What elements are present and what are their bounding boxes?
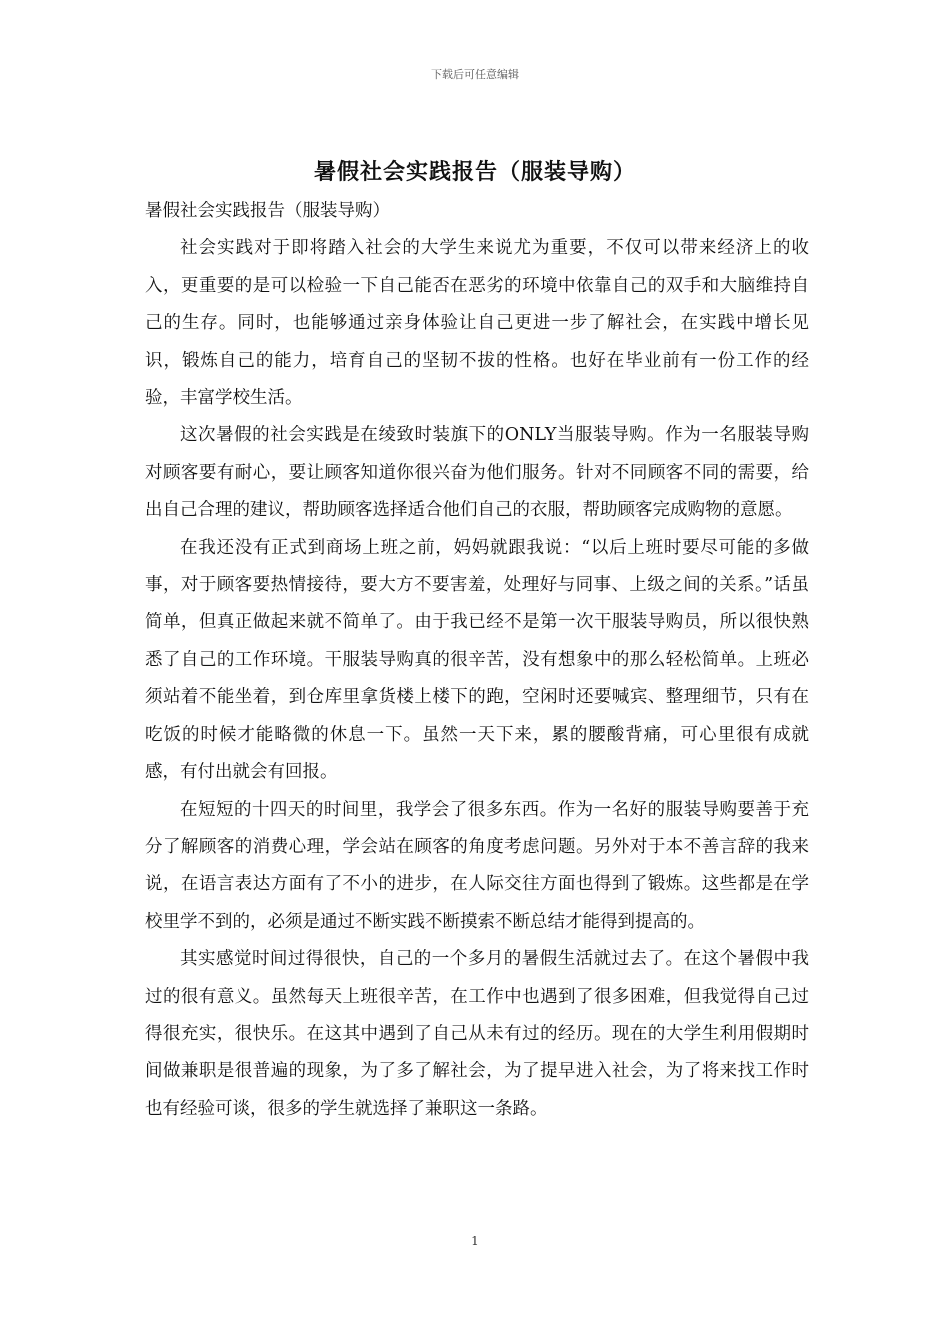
document-body [145, 193, 809, 1128]
paragraph-5: 其实感觉时间过得很快，自己的一个多月的暑假生活就过去了。在这个暑假中我过的很有意义。虽然每天上班很辛苦，在工作中也遇到了很多困难，但我觉得自己过得很充实，很快乐。在这其中遇到了自己从未有过的经历。现在的大学生利用假期时间做兼职是很普遍的现象，为了多了解社会，为了提早进入社会，为了将来找工作时也有经验可谈，很多的学生就选择了兼职这一条路。 [145, 949, 809, 1119]
document-subtitle: 暑假社会实践报告（服装导购） [145, 201, 390, 221]
paragraph-4: 在短短的十四天的时间里，我学会了很多东西。作为一名好的服装导购要善于充分了解顾客的消费心理，学会站在顾客的角度考虑问题。另外对于本不善言辞的我来说，在语言表达方面有了不小的进步，在人际交往方面也得到了锻炼。这些都是在学校里学不到的，必须是通过不断实践不断摸索不断总结才能得到提高的。 [145, 799, 809, 932]
paragraph-3: 在我还没有正式到商场上班之前，妈妈就跟我说：“以后上班时要尽可能的多做事，对于顾客要热情接待，要大方不要害羞，处理好与同事、上级之间的关系。”话虽简单，但真正做起来就不简单了。由于我已经不是第一次干服装导购员，所以很快熟悉了自己的工作环境。干服装导购真的很辛苦，没有想象中的那么轻松简单。上班必须站着不能坐着，到仓库里拿货楼上楼下的跑，空闲时还要喊宾、整理细节，只有在吃饭的时候才能略微的休息一下。虽然一天下来，累的腰酸背痛，可心里很有成就感，有付出就会有回报。 [145, 537, 809, 783]
paragraph-2: 这次暑假的社会实践是在绫致时装旗下的ONLY当服装导购。作为一名服装导购对顾客要有耐心，要让顾客知道你很兴奋为他们服务。针对不同顾客不同的需要，给出自己合理的建议，帮助顾客选择适合他们自己的衣服，帮助顾客完成购物的意愿。 [145, 425, 809, 521]
paragraph-1: 社会实践对于即将踏入社会的大学生来说尤为重要，不仅可以带来经济上的收入，更重要的是可以检验一下自己能否在恶劣的环境中依靠自己的双手和大脑维持自己的生存。同时，也能够通过亲身体验让自己更进一步了解社会，在实践中增长见识，锻炼自己的能力，培育自己的坚韧不拔的性格。也好在毕业前有一份工作的经验，丰富学校生活。 [145, 238, 809, 409]
header-note: 下载后可任意编辑 [431, 68, 519, 81]
page-number: 1 [471, 1234, 479, 1248]
document-title: 暑假社会实践报告（服装导购） [313, 159, 636, 185]
